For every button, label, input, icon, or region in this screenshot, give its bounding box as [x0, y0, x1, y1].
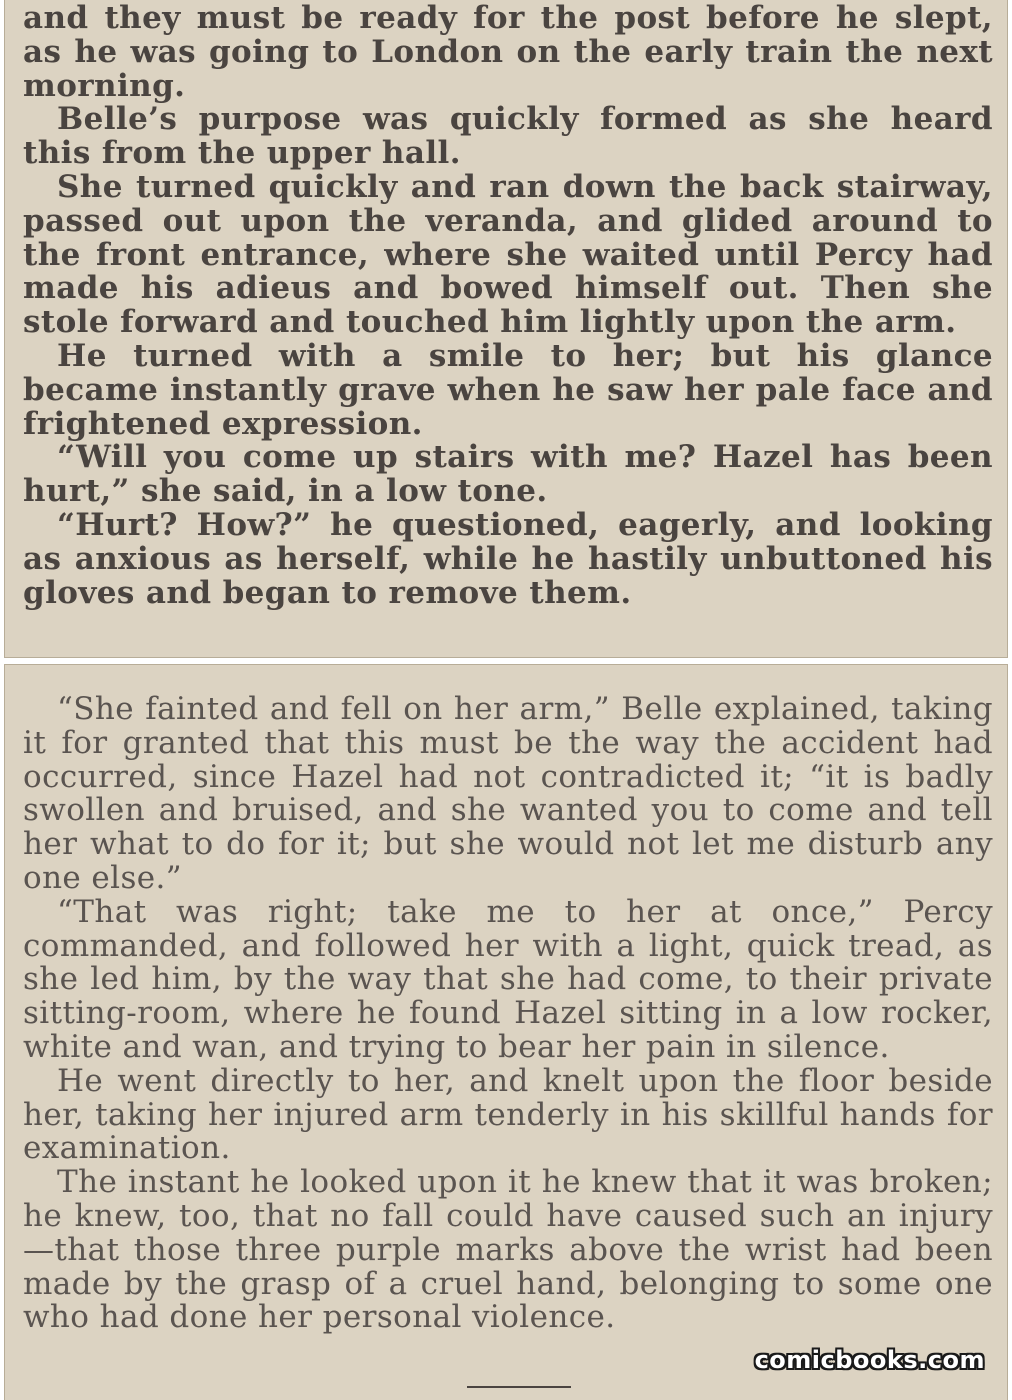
top-text-column — [4, 0, 1008, 658]
paragraph: “That was right; take me to her at once,” Percy commanded, and followed her with a light, quick tread, as she led him, by the way that she had come, to their private sitting-room, where he found Hazel sitting in a low rocker, white and wan, and trying to bear her pain in silence. — [23, 893, 993, 1065]
paragraph: He turned with a smile to her; but his glance became instantly grave when he saw her pale face and frightened expression. — [23, 337, 993, 442]
paragraph: The instant he looked upon it he knew that it was broken; he knew, too, that no fall could have caused such an injury—that those three purple marks above the wrist had been made by the grasp of a cruel hand, belonging to some one who had done her personal violence. — [23, 1164, 993, 1336]
paragraph: “Will you come up stairs with me? Hazel has been hurt,” she said, in a low tone. — [23, 439, 993, 510]
paragraph: “Hurt? How?” he questioned, eagerly, and looking as anxious as herself, while he hastily unbuttoned his gloves and began to remove them. — [23, 506, 993, 611]
paragraph: He went directly to her, and knelt upon the floor beside her, taking her injured arm tenderly in his skillful hands for examination. — [23, 1062, 993, 1167]
section-divider — [467, 1386, 571, 1388]
bottom-text-column — [4, 664, 1008, 1400]
paragraph: “She fainted and fell on her arm,” Belle explained, taking it for granted that this must be the way the accident had occurred, since Hazel had not contradicted it; “it is badly swollen and bruised, and she wanted you to come and tell her what to do for it; but she would not let me disturb any one else.” — [23, 691, 993, 896]
site-watermark: comicbooks.com — [754, 1346, 985, 1374]
paragraph: Belle’s purpose was quickly formed as she heard this from the upper hall. — [23, 101, 993, 172]
paragraph: She turned quickly and ran down the back stairway, passed out upon the veranda, and glided around to the front entrance, where she waited until Percy had made his adieus and bowed himself out. Then she stole forward and touched him lightly upon the arm. — [23, 168, 993, 341]
paragraph: and they must be ready for the post before he slept, as he was going to London on the early train the next morning. — [23, 0, 993, 104]
